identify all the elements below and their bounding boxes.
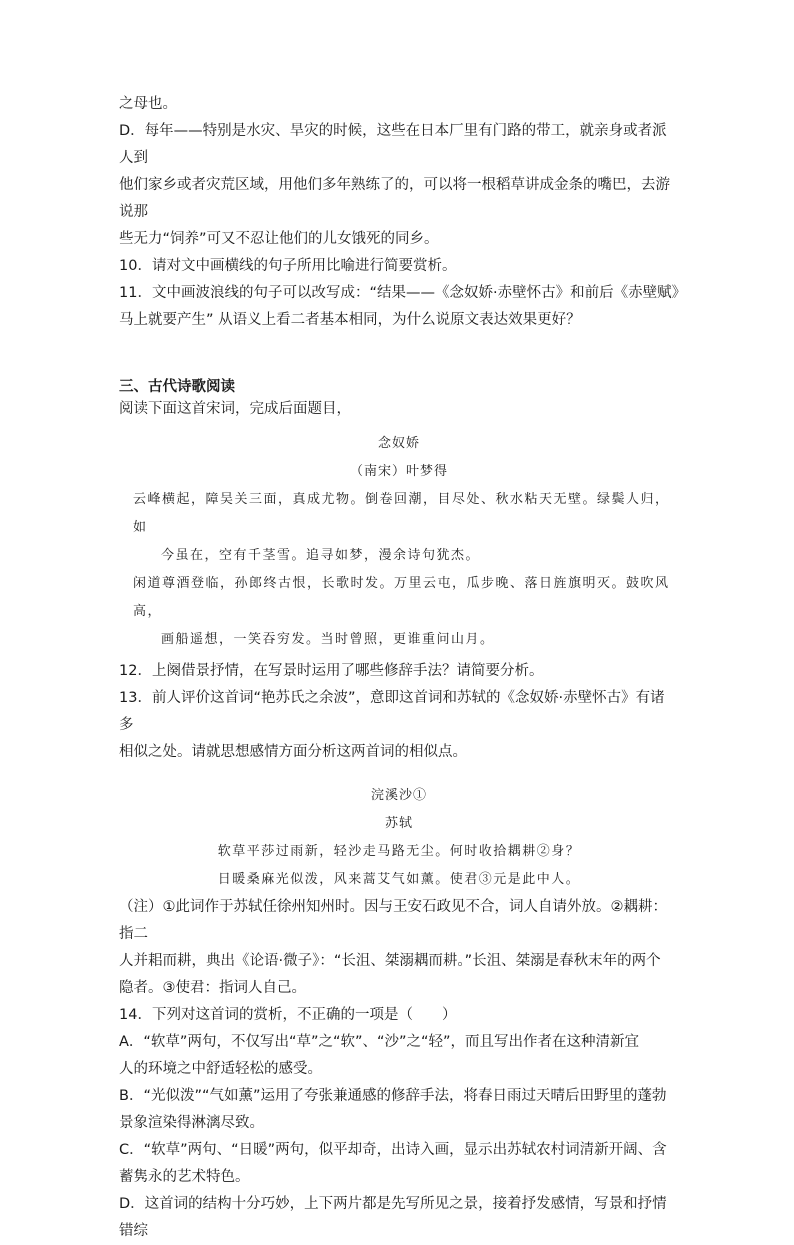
text-line: 他们家乡或者灾荒区域，用他们多年熟练了的，可以将一根稻草讲成金条的嘴巴，去游说那 [119,177,670,220]
question-10: 10．请对文中画横线的句子所用比喻进行简要赏析。 [119,258,457,274]
poem-notes [119,894,679,1002]
poem-title: 浣溪沙① [370,788,427,803]
question-14: 14．下列对这首词的赏析，不正确的一项是（ ） [119,1007,457,1023]
poem-body [119,486,679,654]
poem-line: 云峰横起，障吴关三面，真成尤物。倒卷回潮，目尽处、秋水粘天无壁。绿鬓人归，如 [133,492,670,535]
option-c-cont: 蓄隽永的艺术特色。 [119,1169,250,1185]
poem-huan-xi-sha [119,782,679,894]
note-line: 隐者。③使君：指词人自己。 [119,980,306,996]
section-title: 三、古代诗歌阅读 [119,379,235,395]
question-13: 13．前人评价这首词“艳苏氏之余波”，意即这首词和苏轼的《念奴娇·赤壁怀古》有诸多 [119,690,665,733]
poem-line: 软草平莎过雨新，轻沙走马路无尘。何时收拾耦耕②身？ [217,844,581,859]
poem-line: 画船遥想，一笑吞穷发。当时曾照，更谁重问山月。 [161,632,495,647]
questions-mid [119,658,679,766]
text-line: 些无力“饲养”可又不忍让他们的儿女饿死的同乡。 [119,231,439,247]
poem-nian-nu-jiao [119,430,679,654]
option-d-line: D．每年——特别是水灾、旱灾的时候，这些在日本厂里有门路的带工，就亲身或者派人到 [119,123,667,166]
question-11: 11．文中画波浪线的句子可以改写成：“结果——《念奴娇·赤壁怀古》和前后《赤壁赋》 [119,285,687,301]
note-line: （注）①此词作于苏轼任徐州知州时。因与王安石政见不合，词人自请外放。②耦耕：指二 [119,899,667,942]
poem-title: 念奴娇 [377,436,420,451]
text-line: 马上就要产生” 从语义上看二者基本相同，为什么说原文表达效果更好？ [119,312,581,328]
option-b: B．“光似泼”“气如薰”运用了夸张兼通感的修辞手法，将春日雨过天晴后田野里的蓬勃 [119,1088,667,1104]
option-a: A．“软草”两句，不仅写出“草”之“软”、“沙”之“轻”，而且写出作者在这种清新宜 [119,1034,640,1050]
option-a-cont: 人的环境之中舒适轻松的感受。 [119,1061,322,1077]
text-line: 相似之处。请就思想感情方面分析这两首词的相似点。 [119,744,467,760]
poem-line: 今虽在，空有千茎雪。追寻如梦，漫余诗句犹杰。 [161,548,481,563]
question-14-block [119,1002,679,1245]
text-line: 之母也。 [119,96,177,112]
document-page [119,91,687,1245]
section-intro: 阅读下面这首宋词，完成后面题目， [119,401,351,417]
note-line: 人并耜而耕，典出《论语·微子》：“长沮、桀溺耦而耕。”长沮、桀溺是春秋末年的两个 [119,953,661,969]
poem-body [119,838,679,894]
poem-author: （南宋）叶梦得 [349,464,448,479]
option-c: C．“软草”两句、“日暖”两句，似平却奇，出诗入画，显示出苏轼农村词清新开阔、含 [119,1142,667,1158]
option-b-cont: 景象渲染得淋漓尽致。 [119,1115,264,1131]
question-12: 12．上阕借景抒情，在写景时运用了哪些修辞手法？请简要分析。 [119,663,544,679]
poem-author: 苏轼 [384,816,413,831]
poem-line: 日暖桑麻光似泼，风来蒿艾气如薰。使君③元是此中人。 [217,872,581,887]
poem-line: 闲道尊酒登临，孙郎终古恨，长歌时发。万里云屯，瓜步晚、落日旌旗明灭。鼓吹风高， [133,576,670,619]
option-d: D．这首词的结构十分巧妙，上下两片都是先写所见之景，接着抒发感情，写景和抒情错综 [119,1196,667,1239]
question-options-top [119,91,687,334]
